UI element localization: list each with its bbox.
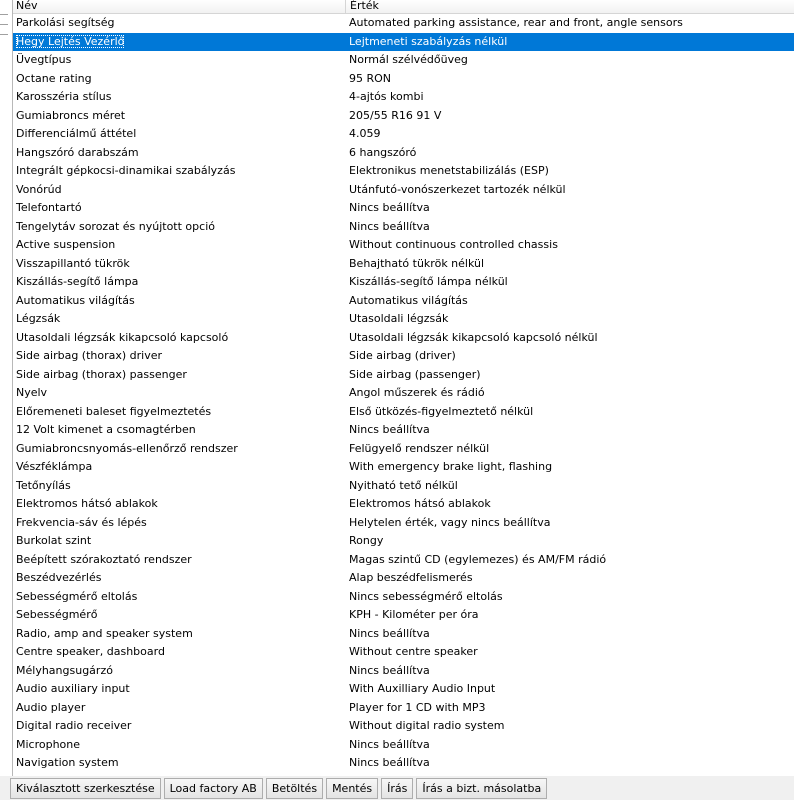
row-name: Kiszállás-segítő lámpa	[16, 275, 139, 288]
row-name-cell	[13, 680, 346, 699]
row-name: Audio player	[16, 700, 86, 714]
row-name: Előremeneti baleset figyelmeztetés	[16, 404, 212, 418]
row-value: Side airbag (driver)	[349, 349, 456, 362]
row-value: Alap beszédfelismerés	[349, 571, 473, 584]
row-name-cell	[13, 273, 346, 292]
row-name: Side airbag (thorax) driver	[16, 349, 163, 362]
row-name: Utasoldali légzsák kikapcsoló kapcsoló	[16, 330, 229, 344]
row-value: Nincs sebességmérő eltolás	[349, 589, 503, 603]
row-name: Mélyhangsugárzó	[16, 663, 113, 677]
row-name-cell	[13, 199, 346, 218]
row-value: Utánfutó-vonószerkezet tartozék nélkül	[349, 182, 566, 196]
row-name: Gumiabroncs méret	[16, 108, 126, 122]
row-name-cell	[13, 181, 346, 200]
column-header-value[interactable]: Érték	[350, 0, 379, 12]
row-value: Nincs beállítva	[349, 756, 430, 769]
table-row[interactable]	[13, 218, 794, 237]
row-name-cell	[13, 70, 346, 89]
table-row[interactable]	[13, 199, 794, 218]
row-value: Without continuous controlled chassis	[349, 238, 558, 251]
row-name: Microphone	[16, 737, 81, 751]
row-value: KPH - Kilométer per óra	[349, 608, 479, 621]
row-value: Nincs beállítva	[349, 219, 430, 233]
table-row[interactable]	[13, 699, 794, 718]
row-name: Hangszóró darabszám	[16, 145, 139, 159]
row-value: Nincs beállítva	[349, 737, 430, 751]
row-name-cell	[13, 14, 346, 33]
column-header-name[interactable]: Név	[13, 0, 346, 13]
row-name-cell	[13, 329, 346, 348]
table-row[interactable]	[13, 680, 794, 699]
table-row[interactable]	[13, 458, 794, 477]
load-factory-button[interactable]: Load factory AB	[164, 778, 263, 799]
row-name: Vészféklámpa	[16, 460, 93, 473]
row-value: Elektromos hátsó ablakok	[349, 497, 491, 510]
table-row[interactable]	[13, 236, 794, 255]
row-value: Behajtható tükrök nélkül	[349, 256, 485, 270]
row-value: Kiszállás-segítő lámpa nélkül	[349, 275, 508, 288]
table-row[interactable]	[13, 477, 794, 496]
row-name-cell	[13, 551, 346, 570]
row-value: Normál szélvédőüveg	[349, 53, 468, 66]
row-name-cell	[13, 292, 346, 311]
table-row[interactable]	[13, 643, 794, 662]
row-name-cell	[13, 144, 346, 163]
table-row[interactable]	[13, 70, 794, 89]
row-name-cell	[13, 625, 346, 644]
row-value: 4-ajtós kombi	[349, 90, 424, 103]
table-row[interactable]	[13, 144, 794, 163]
edit-selected-button[interactable]: Kiválasztott szerkesztése	[10, 778, 161, 799]
table-row[interactable]	[13, 532, 794, 551]
list-body	[13, 14, 794, 773]
row-name: Telefontartó	[16, 201, 82, 214]
save-button[interactable]: Mentés	[326, 778, 378, 799]
row-name: Visszapillantó tükrök	[16, 256, 130, 270]
row-value: 205/55 R16 91 V	[349, 108, 442, 122]
row-name: Beszédvezérlés	[16, 571, 102, 584]
left-panel-tick	[0, 24, 8, 25]
row-name-cell	[13, 366, 346, 385]
left-panel-edge	[0, 0, 13, 776]
row-value: 95 RON	[349, 71, 392, 85]
row-value: Nincs beállítva	[349, 201, 430, 214]
table-row[interactable]	[13, 384, 794, 403]
button-bar	[0, 777, 794, 800]
table-row[interactable]	[13, 329, 794, 348]
row-name: Automatikus világítás	[16, 293, 135, 307]
row-name: Navigation system	[16, 756, 119, 769]
row-name: Hegy Lejtés Vezérlő	[16, 34, 125, 48]
row-value: Rongy	[349, 534, 384, 547]
row-name-cell	[13, 514, 346, 533]
row-name-cell	[13, 495, 346, 514]
row-name-cell	[13, 588, 346, 607]
left-panel-tick	[0, 34, 8, 35]
table-row[interactable]	[13, 107, 794, 126]
row-name-cell	[13, 218, 346, 237]
row-value: Magas szintű CD (egylemezes) és AM/FM rádió	[349, 552, 607, 566]
table-row[interactable]	[13, 717, 794, 736]
left-panel-tick	[0, 14, 8, 15]
row-name: Side airbag (thorax) passenger	[16, 367, 187, 381]
table-row[interactable]	[13, 292, 794, 311]
row-name-cell	[13, 440, 346, 459]
row-name: Centre speaker, dashboard	[16, 645, 165, 658]
row-name-cell	[13, 88, 346, 107]
row-value: With Auxilliary Audio Input	[349, 682, 496, 695]
row-name-cell	[13, 125, 346, 144]
row-name: Active suspension	[16, 238, 116, 251]
row-value: Elektronikus menetstabilizálás (ESP)	[349, 164, 549, 177]
row-name: Elektromos hátsó ablakok	[16, 497, 158, 510]
table-row[interactable]	[13, 588, 794, 607]
row-name: Burkolat szint	[16, 534, 92, 547]
row-value: 4.059	[349, 127, 381, 140]
row-name: Üvegtípus	[16, 53, 72, 66]
table-row[interactable]	[13, 736, 794, 755]
row-name-cell	[13, 606, 346, 625]
row-name: Tengelytáv sorozat és nyújtott opció	[16, 219, 215, 233]
row-value: Automated parking assistance, rear and front, angle sensors	[349, 16, 683, 29]
row-value: Utasoldali légzsák kikapcsoló kapcsoló nélkül	[349, 330, 598, 344]
row-name-cell	[13, 162, 346, 181]
row-value: Lejtmeneti szabályzás nélkül	[349, 34, 508, 48]
write-button[interactable]: Írás	[381, 778, 413, 799]
row-name: Sebességmérő	[16, 608, 98, 621]
row-name-cell	[13, 477, 346, 496]
table-row[interactable]	[13, 366, 794, 385]
row-value: Felügyelő rendszer nélkül	[349, 441, 490, 455]
row-value: Első ütközés-figyelmeztető nélkül	[349, 404, 534, 418]
row-value: Utasoldali légzsák	[349, 312, 449, 325]
row-name: Frekvencia-sáv és lépés	[16, 515, 147, 529]
table-row[interactable]	[13, 495, 794, 514]
table-row-selected[interactable]	[13, 33, 794, 52]
table-row[interactable]	[13, 51, 794, 70]
row-name: Beépített szórakoztató rendszer	[16, 552, 192, 566]
row-name: Parkolási segítség	[16, 16, 115, 29]
row-name-cell	[13, 421, 346, 440]
table-row[interactable]	[13, 440, 794, 459]
row-name-cell	[13, 310, 346, 329]
write-backup-button[interactable]: Írás a bizt. másolatba	[416, 778, 547, 799]
table-row[interactable]	[13, 310, 794, 329]
row-name-cell	[13, 384, 346, 403]
row-value: Without centre speaker	[349, 645, 478, 658]
table-row[interactable]	[13, 403, 794, 422]
row-name-cell	[13, 754, 346, 773]
row-name-cell	[13, 569, 346, 588]
row-value: Angol műszerek és rádió	[349, 386, 485, 399]
row-name-cell	[13, 51, 346, 70]
row-value: Nincs beállítva	[349, 423, 430, 436]
row-name: 12 Volt kimenet a csomagtérben	[16, 423, 196, 436]
row-value: Player for 1 CD with MP3	[349, 700, 486, 714]
row-name: Differenciálmű áttétel	[16, 127, 137, 140]
table-row[interactable]	[13, 14, 794, 33]
table-row[interactable]	[13, 514, 794, 533]
table-row[interactable]	[13, 625, 794, 644]
table-row[interactable]	[13, 273, 794, 292]
row-name-cell	[13, 662, 346, 681]
row-name: Integrált gépkocsi-dinamikai szabályzás	[16, 164, 236, 177]
table-row[interactable]	[13, 662, 794, 681]
row-value: Automatikus világítás	[349, 293, 468, 307]
table-row[interactable]	[13, 421, 794, 440]
table-row[interactable]	[13, 551, 794, 570]
row-name: Karosszéria stílus	[16, 90, 112, 103]
table-row[interactable]	[13, 347, 794, 366]
row-name: Légzsák	[16, 312, 61, 325]
row-name: Tetőnyílás	[16, 478, 71, 492]
row-name-cell	[13, 458, 346, 477]
row-value: Nincs beállítva	[349, 663, 430, 677]
row-value: Nincs beállítva	[349, 626, 430, 640]
row-name: Audio auxiliary input	[16, 682, 130, 695]
row-name-cell	[13, 403, 346, 422]
row-name-cell	[13, 532, 346, 551]
table-row[interactable]	[13, 754, 794, 773]
table-row[interactable]	[13, 569, 794, 588]
row-name-cell	[13, 643, 346, 662]
row-name-cell	[13, 736, 346, 755]
row-name: Octane rating	[16, 71, 92, 85]
row-value: Helytelen érték, vagy nincs beállítva	[349, 515, 551, 529]
table-row[interactable]	[13, 606, 794, 625]
row-name: Radio, amp and speaker system	[16, 626, 193, 640]
row-name: Nyelv	[16, 386, 48, 399]
row-name-cell	[13, 717, 346, 736]
row-name: Gumiabroncsnyomás-ellenőrző rendszer	[16, 441, 238, 455]
row-name: Digital radio receiver	[16, 719, 132, 732]
row-value: 6 hangszóró	[349, 145, 417, 159]
properties-list[interactable]	[13, 0, 794, 776]
row-name-cell	[13, 699, 346, 718]
load-button[interactable]: Betöltés	[266, 778, 323, 799]
row-value: Without digital radio system	[349, 719, 505, 732]
row-name: Sebességmérő eltolás	[16, 589, 138, 603]
row-value: With emergency brake light, flashing	[349, 460, 553, 473]
row-value: Side airbag (passenger)	[349, 367, 481, 381]
table-row[interactable]	[13, 162, 794, 181]
row-name-cell	[13, 236, 346, 255]
row-name-cell	[13, 107, 346, 126]
row-name-cell	[13, 347, 346, 366]
table-row[interactable]	[13, 88, 794, 107]
row-value: Nyitható tető nélkül	[349, 478, 458, 492]
row-name-cell	[13, 33, 346, 52]
table-row[interactable]	[13, 181, 794, 200]
table-row[interactable]	[13, 125, 794, 144]
row-name-cell	[13, 255, 346, 274]
row-name: Vonórúd	[16, 182, 62, 196]
table-row[interactable]	[13, 255, 794, 274]
list-header	[13, 0, 794, 14]
